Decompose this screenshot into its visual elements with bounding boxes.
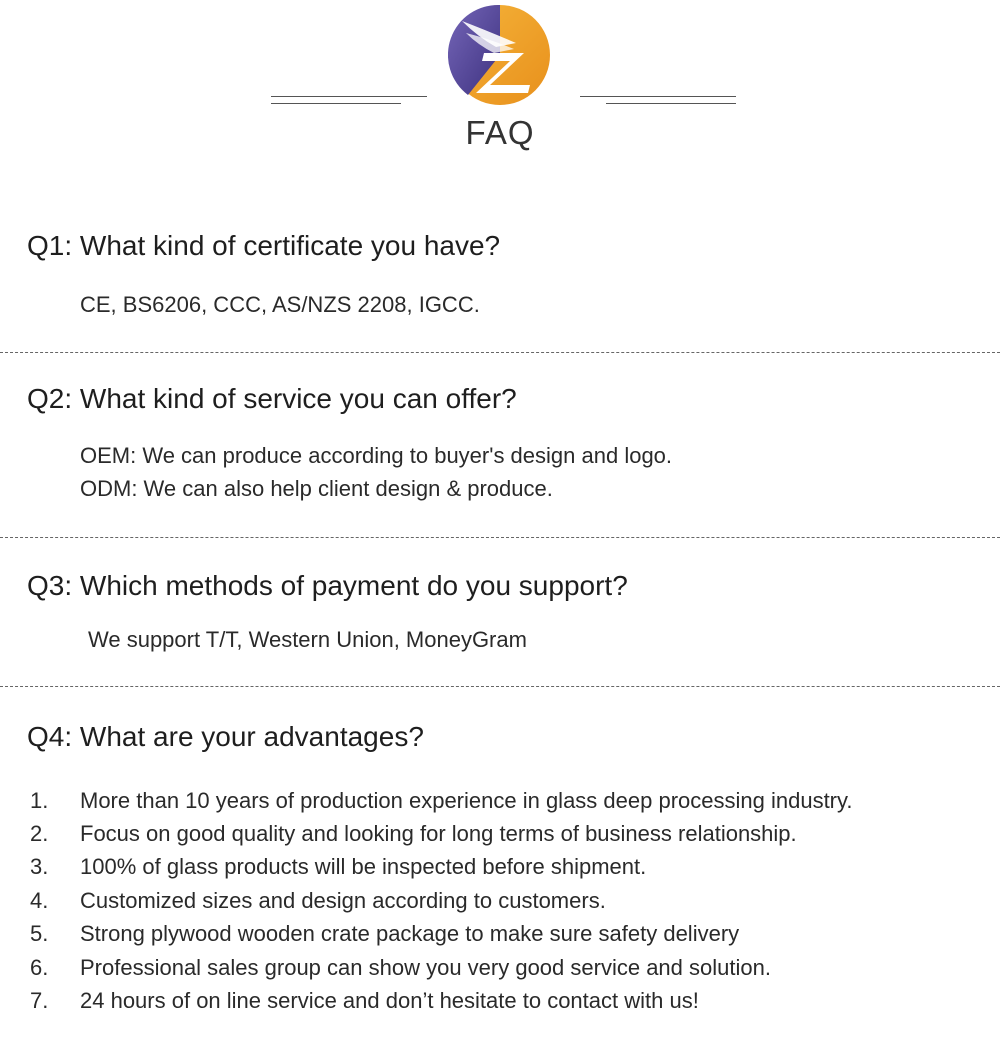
- header-right-line-short: [606, 103, 736, 104]
- list-item: [0, 821, 1000, 851]
- list-item-number: 1.: [30, 788, 49, 813]
- list-item: [0, 854, 1000, 884]
- faq-header: [0, 0, 1000, 170]
- company-logo-icon: [448, 3, 552, 107]
- page-title: FAQ: [465, 114, 535, 151]
- divider: [0, 537, 1000, 538]
- list-item-text: 100% of glass products will be inspected before shipment.: [80, 854, 647, 879]
- question-q2: Q2: What kind of service you can offer?: [27, 383, 517, 414]
- list-item-number: 4.: [30, 888, 49, 913]
- answer-q3: We support T/T, Western Union, MoneyGram: [88, 627, 527, 652]
- list-item-number: 2.: [30, 821, 49, 846]
- question-q1: Q1: What kind of certificate you have?: [27, 230, 501, 261]
- list-item-number: 7.: [30, 988, 49, 1013]
- answer-q2-line-1: OEM: We can produce according to buyer's design and logo.: [80, 443, 673, 468]
- list-item-text: Professional sales group can show you very good service and solution.: [80, 955, 771, 980]
- question-q4: Q4: What are your advantages?: [27, 721, 424, 752]
- list-item: [0, 788, 1000, 818]
- divider: [0, 352, 1000, 353]
- header-left-line-short: [271, 103, 401, 104]
- list-item: [0, 988, 1000, 1018]
- list-item: [0, 955, 1000, 985]
- list-item-text: Focus on good quality and looking for long terms of business relationship.: [80, 821, 797, 846]
- list-item-number: 6.: [30, 955, 49, 980]
- list-item: [0, 888, 1000, 918]
- divider: [0, 686, 1000, 687]
- list-item-text: Customized sizes and design according to customers.: [80, 888, 606, 913]
- answer-q1: CE, BS6206, CCC, AS/NZS 2208, IGCC.: [80, 292, 480, 317]
- answer-q2-line-2: ODM: We can also help client design & produce.: [80, 476, 553, 501]
- header-right-line: [580, 96, 736, 97]
- list-item-number: 3.: [30, 854, 49, 879]
- question-q3: Q3: Which methods of payment do you support?: [27, 570, 628, 601]
- list-item: [0, 921, 1000, 951]
- header-left-line: [271, 96, 427, 97]
- list-item-text: More than 10 years of production experience in glass deep processing industry.: [80, 788, 853, 813]
- list-item-text: Strong plywood wooden crate package to make sure safety delivery: [80, 921, 740, 946]
- list-item-text: 24 hours of on line service and don’t hesitate to contact with us!: [80, 988, 699, 1013]
- list-item-number: 5.: [30, 921, 49, 946]
